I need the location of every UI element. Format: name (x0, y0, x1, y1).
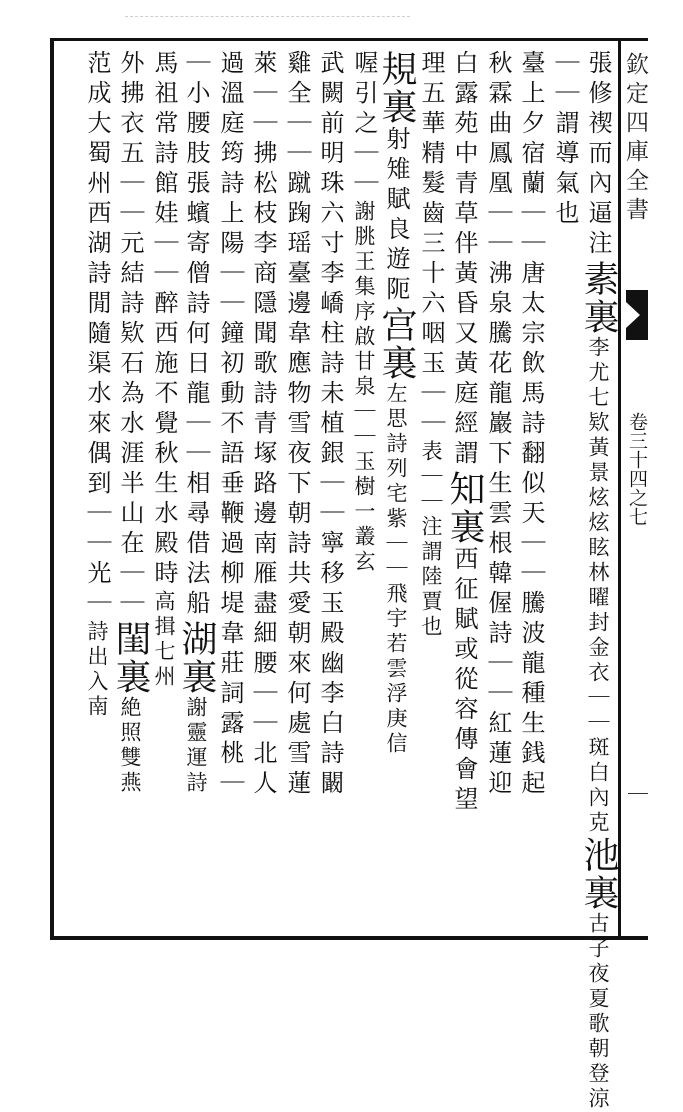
text-column (212, 50, 248, 935)
column-text: 范成大蜀州西湖詩閒隨渠水來偶到｜｜光｜ (83, 50, 111, 620)
entry-heading: 知裏 (444, 470, 485, 546)
column-text: 西征賦或從容傳會望 (450, 546, 478, 816)
text-column (245, 50, 281, 935)
column-text: 射雉賦良遊阨 (382, 126, 410, 306)
column-text: 臺上夕宿蘭｜｜唐太宗飲馬詩翻似天｜｜騰波龍種生銭起 (517, 50, 545, 800)
column-text: 雞全｜｜蹴踘瑶臺邊韋應物雪夜下朝詩共愛朝來何處雪蓮 (283, 50, 311, 800)
column-text: 李尤七欵黃景炫炫眩林曜封金衣｜｜斑白內克 (586, 336, 610, 836)
column-text: 詩出入南 (85, 620, 109, 720)
column-text: 馬祖常詩館娃｜｜醉西施不覺秋生水殿時 (150, 50, 178, 590)
text-column (513, 50, 549, 935)
entry-heading: 宫裏 (376, 306, 417, 382)
column-text: 謝靈運詩 (184, 696, 208, 796)
column-text: 理五華精髮齒三十六咽玉｜｜ (417, 50, 445, 440)
text-column (312, 50, 348, 935)
text-column (578, 50, 619, 1112)
top-dashed-mark (125, 16, 410, 17)
margin-rule (628, 793, 648, 794)
text-column (547, 50, 583, 935)
entry-heading: 閨裏 (110, 620, 151, 696)
column-text: 謝朓王集序啟甘泉｜｜玉樹一叢玄 (352, 200, 376, 575)
running-title: 欽定四庫全書 (622, 52, 648, 226)
entry-heading: 規裏 (376, 50, 417, 126)
entry-heading: 池裏 (578, 836, 619, 912)
column-text: 左思詩列宅紫｜｜飛宇若雲浮庚信 (384, 382, 408, 757)
entry-heading: 素裏 (578, 260, 619, 336)
text-column (444, 50, 485, 935)
column-text: 張修禊而內逼注 (584, 50, 612, 260)
text-column (279, 50, 315, 935)
column-text: 絶照雙燕 (118, 696, 142, 796)
column-text: 表｜｜注謂陸賈也 (419, 440, 443, 640)
column-text: 萊｜｜拂松枝李商隱聞歌詩青塚路邊南雁盡細腰｜｜北人 (249, 50, 277, 800)
entry-heading: 湖裏 (176, 620, 217, 696)
text-column (480, 50, 516, 935)
text-column (413, 50, 449, 935)
column-text: 秋霖曲鳳凰｜｜沸泉騰花龍巖下生雲根韓偓詩｜｜紅蓮迎 (484, 50, 512, 800)
text-column (146, 50, 182, 935)
column-text: 喔引之｜｜ (350, 50, 378, 200)
column-text: ｜小腰肢張蠙寄僧詩何日龍｜｜相尋借法船 (182, 50, 210, 620)
column-text: ｜｜謂導氣也 (551, 50, 579, 230)
text-column (176, 50, 217, 935)
column-text: 外拂衣五｜｜元結詩欵石為水涯半山在｜｜ (116, 50, 144, 620)
column-text: 白露苑中青草伴黃昏又黃庭經謂 (450, 50, 478, 470)
text-column (110, 50, 151, 935)
column-text: 古子夜夏歌朝登涼 (586, 912, 610, 1112)
column-text: 過溫庭筠詩上陽｜｜鐘初動不語垂鞭過柳堤韋莊詞露桃｜ (216, 50, 244, 800)
column-text: 武闕前明珠六寸李嶠柱詩未植銀｜｜寧移玉殿幽李白詩闞 (316, 50, 344, 800)
column-text: 高揖七州 (152, 590, 176, 690)
text-column (376, 50, 417, 935)
section-mark: 卷三十四之七 (626, 412, 648, 526)
text-column (346, 50, 382, 935)
fishtail-mark (626, 290, 648, 340)
text-column (79, 50, 115, 935)
